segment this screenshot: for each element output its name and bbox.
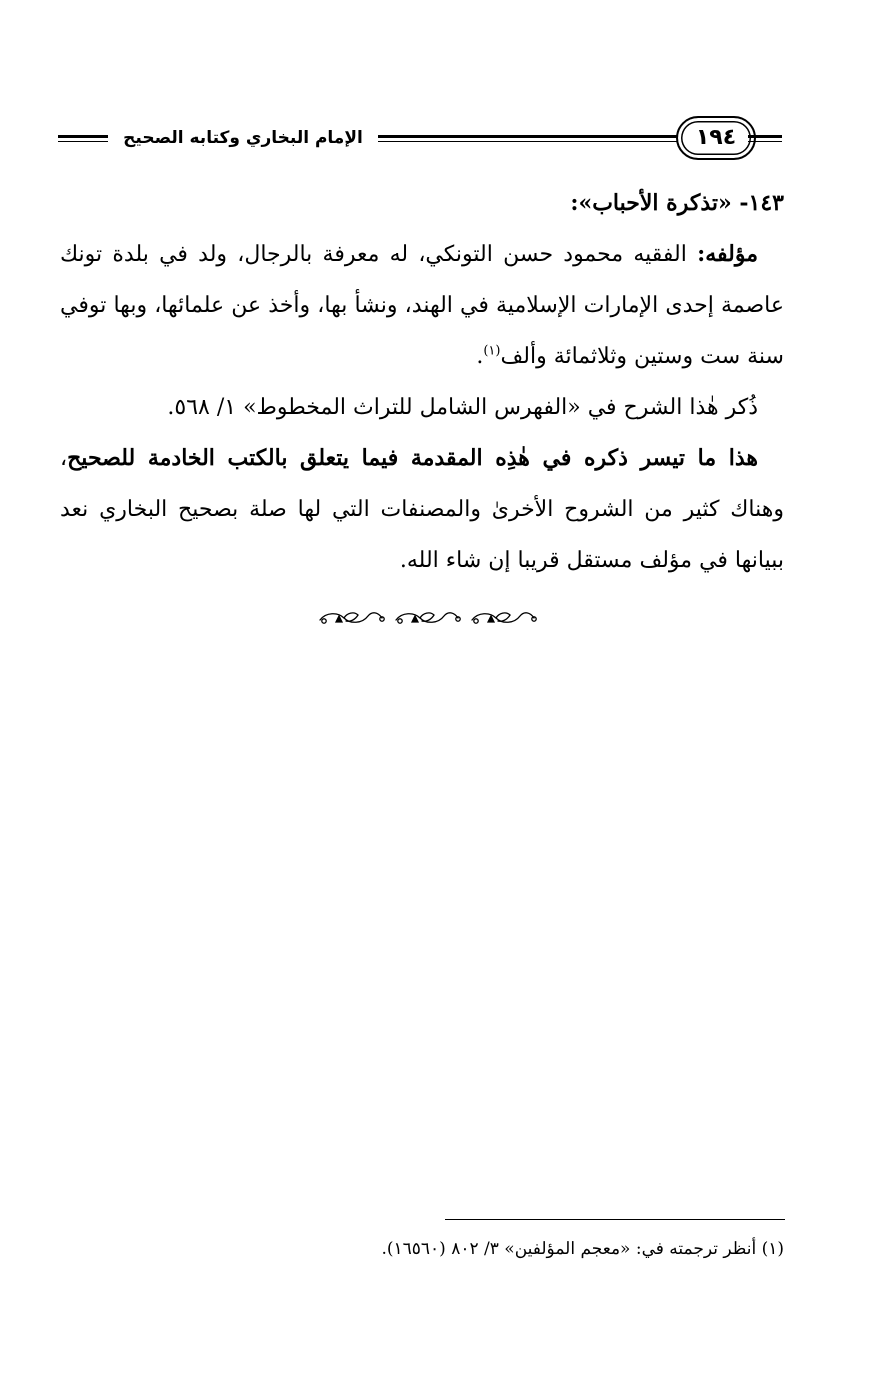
author-label: مؤلفه: bbox=[697, 241, 758, 267]
conclusion-rest: ، وهناك كثير من الشروح الأخرىٰ والمصنفات التي لها صلة بصحيح البخاري نعد ببيانها في مؤلف مستقل قريبا إن شاء الله. bbox=[60, 446, 784, 573]
citation-paragraph: ذُكر هٰذا الشرح في «الفهرس الشامل للتراث المخطوط» ١/ ٥٦٨. bbox=[167, 395, 758, 420]
footnote bbox=[60, 1234, 784, 1264]
section-end-ornament-icon bbox=[316, 604, 538, 632]
conclusion-bold: هذا ما تيسر ذكره في هٰذِه المقدمة فيما يتعلق بالكتب الخادمة للصحيح bbox=[67, 445, 758, 471]
footnote-reference: (١) bbox=[483, 343, 501, 359]
page-number: ١٩٤ bbox=[695, 125, 737, 150]
page-number-badge bbox=[676, 116, 756, 160]
header-rule-middle bbox=[378, 135, 678, 142]
footnote-text: أنظر ترجمته في: «معجم المؤلفين» ٣/ ٨٠٢ (١٦٥٦٠). bbox=[381, 1239, 762, 1259]
entry-heading: ١٤٣- «تذكرة الأحباب»: bbox=[570, 190, 784, 216]
header-rule-left bbox=[58, 135, 108, 142]
header-rule-right bbox=[748, 135, 782, 142]
main-text bbox=[60, 178, 784, 586]
page-header bbox=[58, 116, 782, 166]
author-text: الفقيه محمود حسن التونكي، له معرفة بالرجال، ولد في بلدة تونك عاصمة إحدى الإمارات الإسلامية في الهند، ونشأ بها، وأخذ عن علمائها، وبها توفي سنة ست وستين وثلاثمائة وألف bbox=[60, 242, 784, 369]
footnote-marker: (١) bbox=[761, 1239, 784, 1259]
author-paragraph bbox=[60, 229, 784, 382]
running-title: الإمام البخاري وكتابه الصحيح bbox=[123, 128, 363, 148]
footnote-separator bbox=[445, 1219, 785, 1220]
author-text-end: . bbox=[476, 344, 484, 369]
conclusion-paragraph bbox=[60, 433, 784, 586]
